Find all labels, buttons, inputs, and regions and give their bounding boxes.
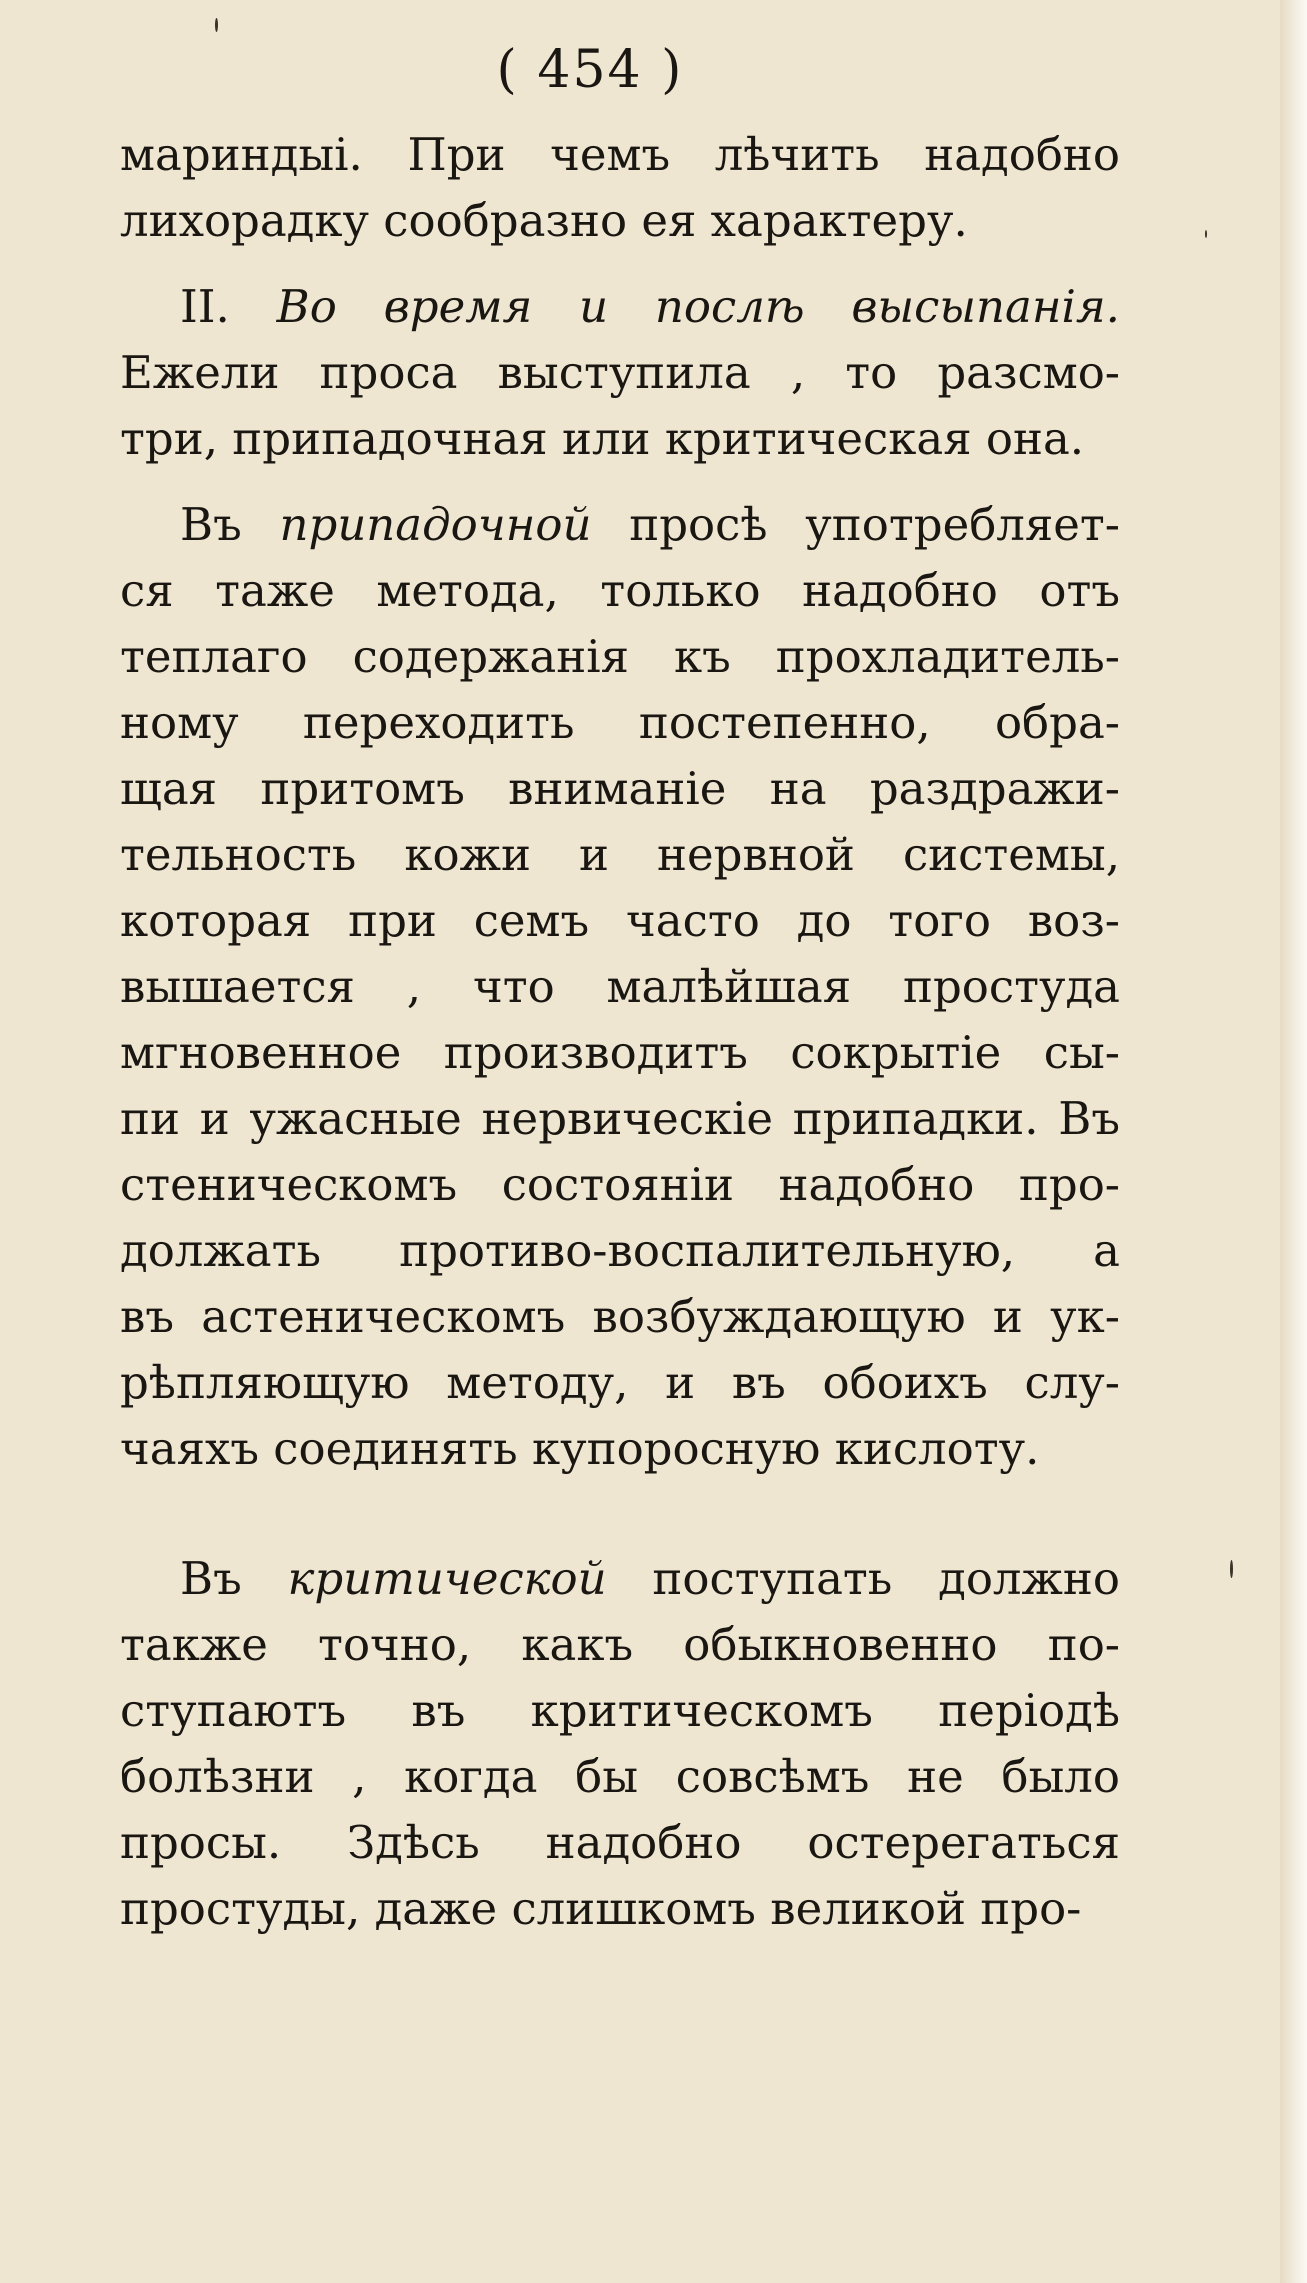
text-line [120,1152,1120,1218]
italic-run: припадочной [279,498,592,551]
text-line [120,340,1120,406]
text-run: стеническомъ состояніи надобно про- [120,1158,1120,1211]
text-line [120,1678,1120,1744]
page-edge [1280,0,1307,2283]
text-line [120,756,1120,822]
text-run: Въ [180,498,280,551]
ink-speck [1230,1560,1233,1578]
text-run: Въ [180,1552,288,1605]
text-run: мариндыі. При чемъ лѣчить надобно [120,128,1120,181]
ink-speck [215,18,218,32]
text-run: теплаго содержанія къ прохладитель- [120,630,1120,683]
text-run: ступаютъ въ критическомъ періодѣ [120,1684,1120,1737]
ink-speck [1205,230,1207,238]
text-run: просѣ употребляет- [591,498,1120,551]
text-line [120,690,1120,756]
text-run: мгновенное производитъ сокрытіе сы- [120,1026,1120,1079]
paragraph-gap [120,1482,1120,1546]
text-run: ся таже метода, только надобно отъ [120,564,1120,617]
text-line [120,492,1120,558]
text-line [120,1546,1120,1612]
text-line [120,406,1120,472]
text-run: ному переходить постепенно, обра- [120,696,1120,749]
text-line [120,1086,1120,1152]
text-line [120,1744,1120,1810]
text-run: также точно, какъ обыкновенно по- [120,1618,1120,1671]
text-line [120,558,1120,624]
text-line [120,954,1120,1020]
text-line [120,1612,1120,1678]
text-run: вышается , что малѣйшая простуда [120,960,1120,1013]
paragraph [120,274,1120,472]
text-line [120,1284,1120,1350]
text-line [120,122,1120,188]
text-run: пи и ужасные нервическіе припадки. Въ [120,1092,1120,1145]
text-line [120,624,1120,690]
text-line [120,888,1120,954]
paragraph [120,1546,1120,1942]
text-run: поступать должно [606,1552,1120,1605]
text-run: рѣпляющую методу, и въ обоихъ слу- [120,1356,1120,1409]
italic-run: критической [287,1552,607,1605]
body-text [120,122,1120,1942]
paragraph-gap [120,472,1120,492]
text-line [120,274,1120,340]
text-run: простуды, даже слишкомъ великой про- [120,1882,1082,1935]
text-line [120,1876,1120,1942]
text-line [120,1350,1120,1416]
text-run: болѣзни , когда бы совсѣмъ не было [120,1750,1120,1803]
text-run: чаяхъ соединять купоросную кислоту. [120,1422,1040,1475]
text-run: которая при семъ часто до того воз- [120,894,1120,947]
text-line [120,822,1120,888]
paragraph-gap [120,254,1120,274]
text-line [120,188,1120,254]
text-run: тельность кожи и нервной системы, [120,828,1120,881]
text-line [120,1810,1120,1876]
paragraph [120,122,1120,254]
text-run: должать противо-воспалительную, а [120,1224,1120,1277]
text-run: лихорадку сообразно ея характеру. [120,194,968,247]
text-run: три, припадочная или критическая она. [120,412,1085,465]
text-line [120,1218,1120,1284]
text-run: въ астеническомъ возбуждающую и ук- [120,1290,1120,1343]
text-line [120,1416,1120,1482]
italic-run: Во время и послѣ высыпанія. [276,280,1120,333]
text-run: II. [180,280,277,333]
text-run: щая притомъ вниманіе на раздражи- [120,762,1120,815]
text-line [120,1020,1120,1086]
text-run: Ежели проса выступила , то разсмо- [120,346,1120,399]
paragraph [120,492,1120,1482]
text-run: просы. Здѣсь надобно остерегаться [120,1816,1120,1869]
page-number: ( 454 ) [496,40,684,100]
